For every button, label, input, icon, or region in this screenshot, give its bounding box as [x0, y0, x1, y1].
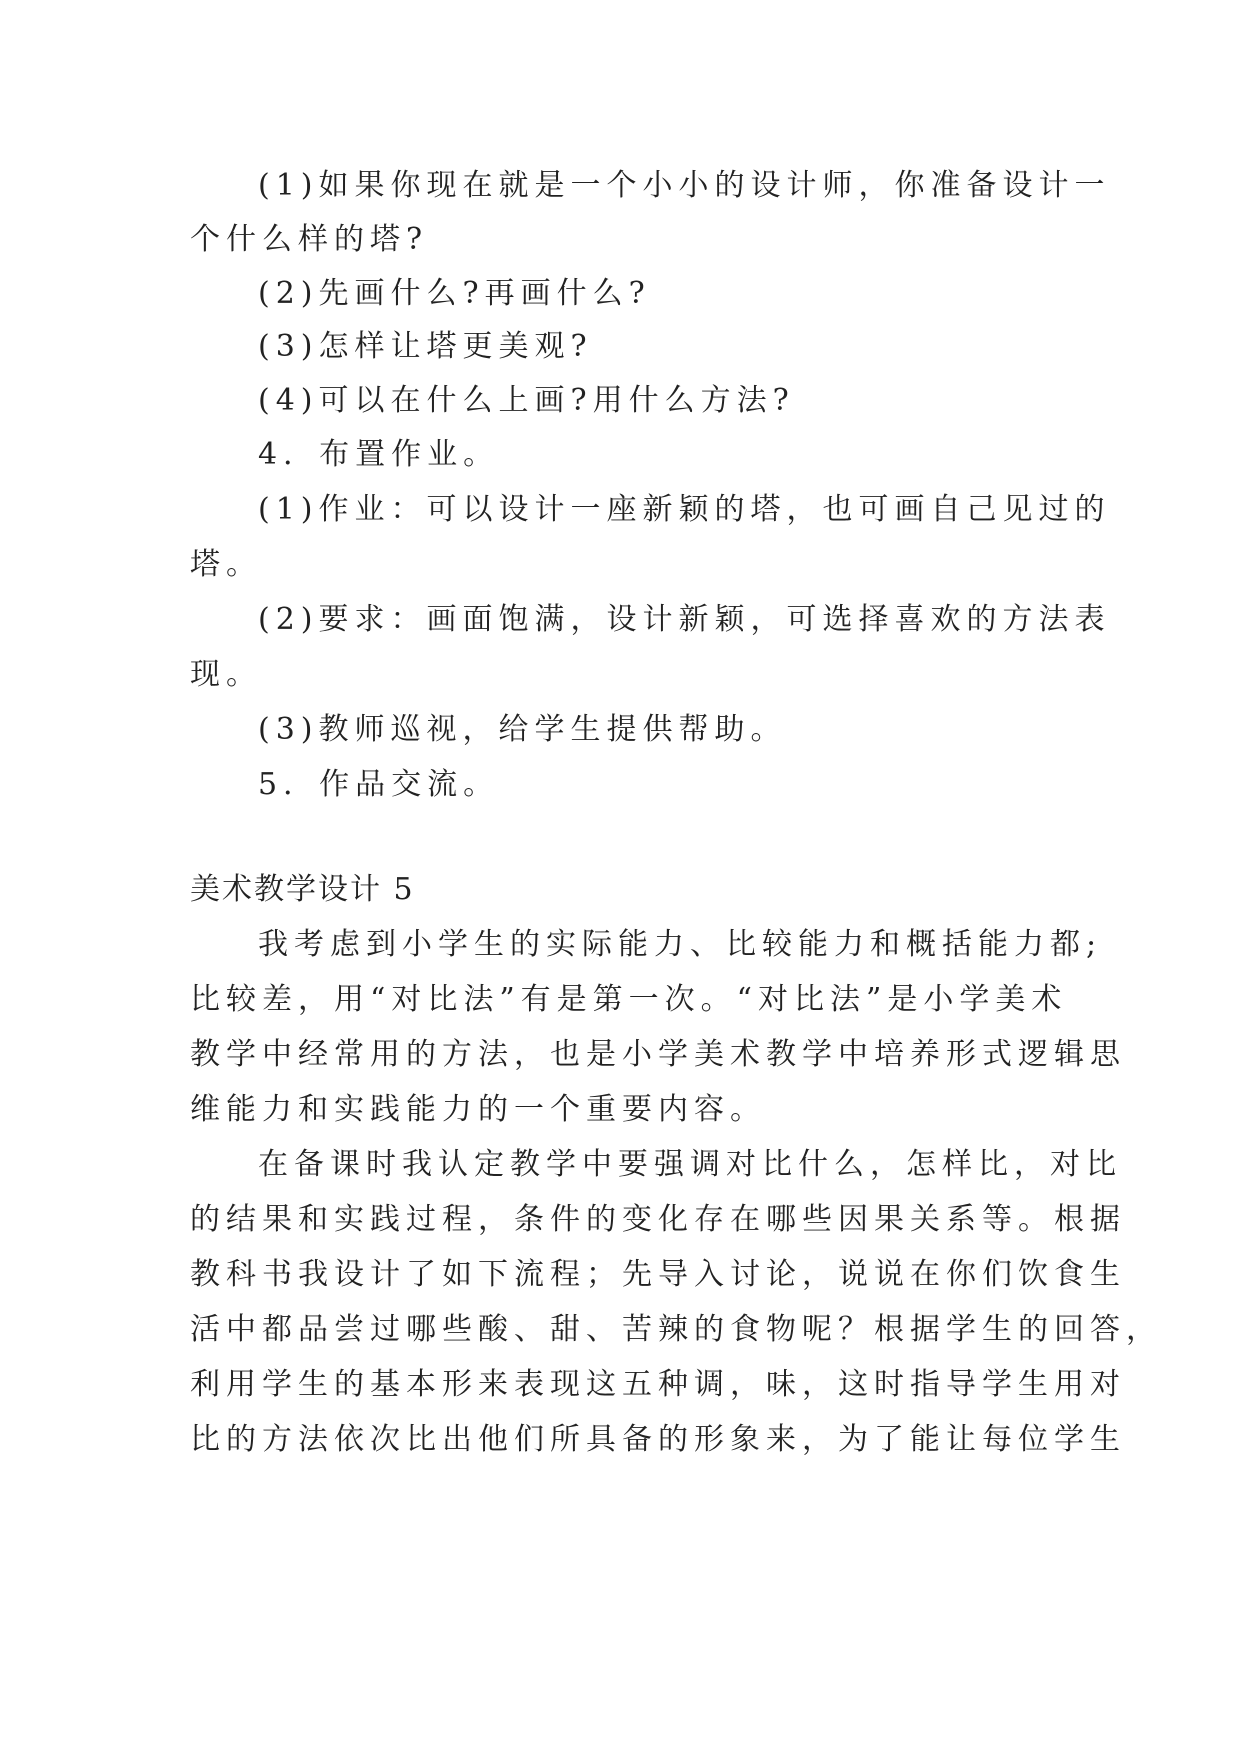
paragraph-1-line-1: 我考虑到小学生的实际能力、比较能力和概括能力都; [258, 927, 1103, 962]
step-4-heading: 4．布置作业。 [258, 437, 500, 472]
question-2: (2)先画什么?再画什么? [258, 276, 651, 311]
question-1-line-2: 个什么样的塔? [190, 222, 429, 257]
paragraph-2-line-3: 教科书我设计了如下流程；先导入讨论，说说在你们饮食生 [190, 1257, 1126, 1292]
homework-item-2-line-1: (2)要求：画面饱满，设计新颖，可选择喜欢的方法表 [258, 602, 1111, 637]
question-1-line-1: (1)如果你现在就是一个小小的设计师，你准备设计一 [258, 168, 1111, 203]
paragraph-2-line-2: 的结果和实践过程，条件的变化存在哪些因果关系等。根据 [190, 1202, 1126, 1237]
paragraph-2-line-1: 在备课时我认定教学中要强调对比什么，怎样比，对比 [258, 1147, 1122, 1182]
paragraph-1-line-4: 维能力和实践能力的一个重要内容。 [190, 1092, 766, 1127]
question-4: (4)可以在什么上画?用什么方法? [258, 383, 795, 418]
paragraph-1-line-2: 比较差，用“对比法”有是第一次。“对比法”是小学美术 [190, 982, 1068, 1017]
section-heading: 美术教学设计 5 [190, 872, 415, 907]
question-3: (3)怎样让塔更美观? [258, 329, 593, 364]
paragraph-2-line-5: 利用学生的基本形来表现这五种调，味，这时指导学生用对 [190, 1367, 1126, 1402]
paragraph-2-line-6: 比的方法依次比出他们所具备的形象来，为了能让每位学生 [190, 1422, 1126, 1457]
step-5-heading: 5．作品交流。 [258, 767, 500, 802]
homework-item-1-line-1: (1)作业：可以设计一座新颖的塔，也可画自己见过的 [258, 492, 1111, 527]
paragraph-1-line-3: 教学中经常用的方法，也是小学美术教学中培养形式逻辑思 [190, 1037, 1126, 1072]
homework-item-3: (3)教师巡视，给学生提供帮助。 [258, 712, 787, 747]
paragraph-2-line-4: 活中都品尝过哪些酸、甜、苦辣的食物呢？根据学生的回答， [190, 1312, 1162, 1347]
homework-item-2-line-2: 现。 [190, 657, 262, 692]
homework-item-1-line-2: 塔。 [190, 547, 262, 582]
